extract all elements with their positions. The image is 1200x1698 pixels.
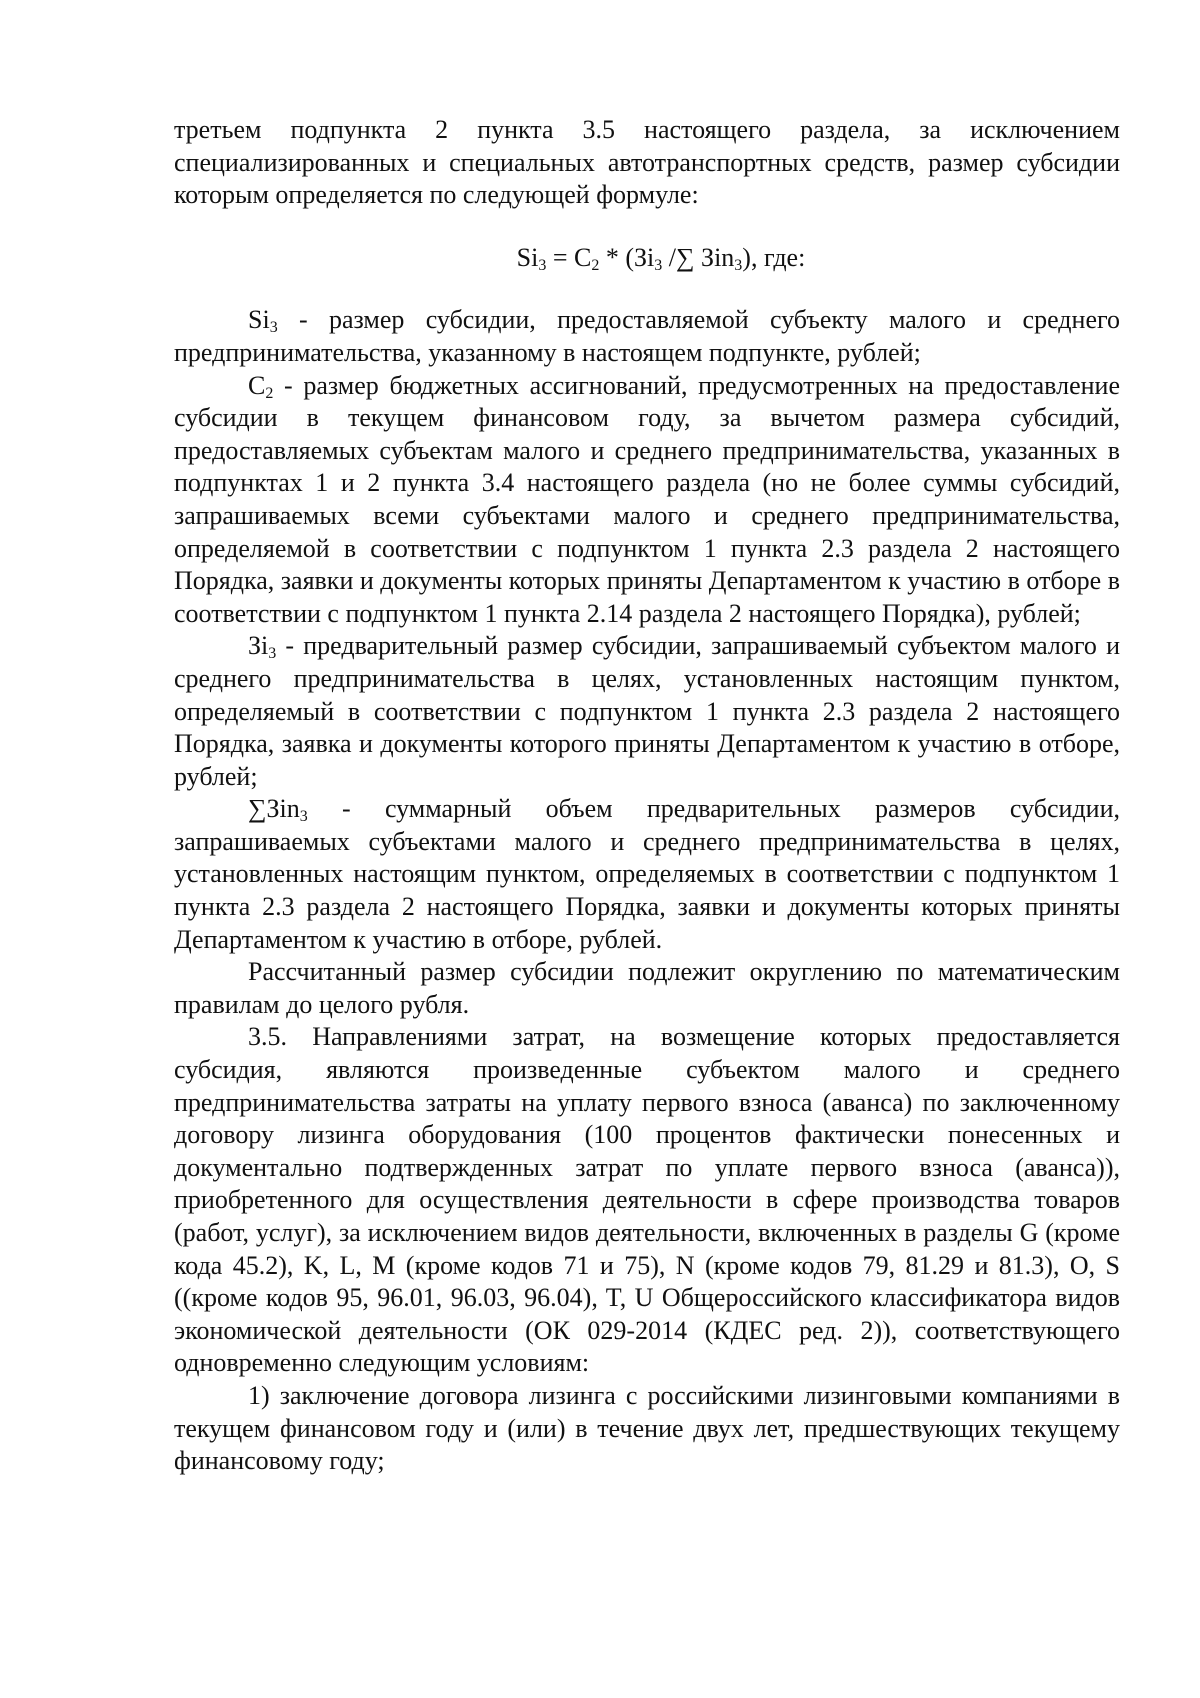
formula-zi-subscript: 3 (654, 256, 663, 274)
document-page (174, 114, 1120, 1478)
definition-si3 (174, 304, 1120, 369)
definition-text: - суммарный объем предварительных размеров субсидии, запрашиваемых субъектами малого и среднего предпринимательства в целях, установленных настоящим пунктом, определяемых в соответствии с подпунктом 1 пункта 2.3 раздела 2 настоящего Порядка, заявки и документы которых приняты Департаментом к участию в отборе, рублей. (174, 794, 1120, 954)
formula-sum: /∑ Зin (662, 242, 735, 272)
subsidy-formula (174, 242, 1120, 275)
definition-symbol-subscript: 2 (265, 384, 274, 402)
formula-multiply-zi: * (Зi (599, 242, 655, 272)
rounding-paragraph: Рассчитанный размер субсидии подлежит округлению по математическим правилам до целого рубля. (174, 957, 1120, 1019)
intro-paragraph: третьем подпункта 2 пункта 3.5 настоящего раздела, за исключением специализированных и специальных автотранспортных средств, размер субсидии которым определяется по следующей формуле: (174, 115, 1120, 210)
definition-symbol: ∑Зin (248, 794, 300, 824)
definition-c2 (174, 370, 1120, 631)
formula-sum-subscript: 3 (734, 256, 743, 274)
formula-c-subscript: 2 (591, 256, 600, 274)
definition-symbol-subscript: 3 (268, 645, 277, 663)
formula-lhs: Si (516, 242, 539, 272)
definition-sum-zin3 (174, 793, 1120, 956)
formula-equals-c: = С (546, 242, 592, 272)
definition-symbol: Si (248, 305, 270, 335)
definition-zi3 (174, 630, 1120, 793)
definition-symbol-subscript: 3 (269, 319, 278, 337)
definition-symbol: С (248, 370, 266, 400)
definition-text: - размер субсидии, предоставляемой субъекту малого и среднего предпринимательства, указанному в настоящем подпункте, рублей; (174, 305, 1120, 367)
definition-text: - предварительный размер субсидии, запрашиваемый субъектом малого и среднего предпринимательства в целях, установленных настоящим пунктом, определяемый в соответствии с подпунктом 1 пункта 2.3 раздела 2 настоящего Порядка, заявка и документы которого приняты Департаментом к участию в отборе, рублей; (174, 631, 1120, 791)
condition-item-1: 1) заключение договора лизинга с российскими лизинговыми компаниями в текущем финансовом году и (или) в течение двух лет, предшествующих текущему финансовому году; (174, 1380, 1120, 1476)
section-3-5-paragraph: 3.5. Направлениями затрат, на возмещение которых предоставляется субсидия, являются произведенные субъектом малого и среднего предпринимательства затраты на уплату первого взноса (аванса) по заключенному договору лизинга оборудования (100 процентов фактически понесенных и документально подтвержденных затрат по уплате первого взноса (аванса)), приобретенного для осуществления деятельности в сфере производства товаров (работ, услуг), за исключением видов деятельности, включенных в разделы G (кроме кода 45.2), K, L, M (кроме кодов 71 и 75), N (кроме кодов 79, 81.29 и 81.3), O, S ((кроме кодов 95, 96.01, 96.03, 96.04), T, U Общероссийского классификатора видов экономической деятельности (ОК 029-2014 (КДЕС ред. 2)), соответствующего одновременно следующим условиям: (174, 1022, 1120, 1378)
formula-tail: ), где: (742, 242, 806, 272)
definition-symbol: Зi (248, 631, 269, 661)
definition-symbol-subscript: 3 (299, 808, 308, 826)
formula-lhs-subscript: 3 (538, 256, 547, 274)
definition-text: - размер бюджетных ассигнований, предусмотренных на предоставление субсидии в текущем финансовом году, за вычетом размера субсидий, предоставляемых субъектам малого и среднего предпринимательства, указанных в подпунктах 1 и 2 пункта 3.4 настоящего раздела (но не более суммы субсидий, запрашиваемых всеми субъектами малого и среднего предпринимательства, определяемой в соответствии с подпунктом 1 пункта 2.3 раздела 2 настоящего Порядка, заявки и документы которых приняты Департаментом к участию в отборе в соответствии с подпунктом 1 пункта 2.14 раздела 2 настоящего Порядка), рублей; (174, 370, 1120, 628)
